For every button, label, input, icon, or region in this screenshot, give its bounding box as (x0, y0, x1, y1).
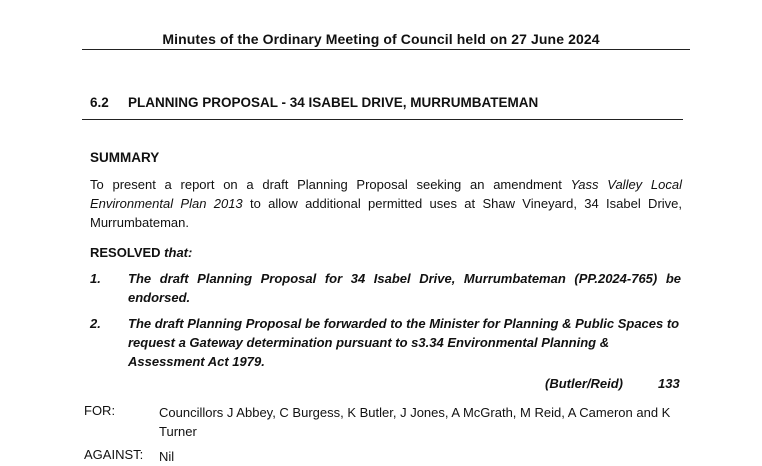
item-heading (90, 95, 538, 110)
resolved-word: RESOLVED (90, 245, 161, 260)
summary-text-end: to allow additional permitted uses at Shaw Vineyard, 34 Isabel Drive, Murrumbateman. (90, 196, 682, 230)
summary-heading: SUMMARY (90, 150, 160, 165)
resolution-item-text: The draft Planning Proposal be forwarded to the Minister for Planning & Public Spaces to request a Gateway determination pursuant to s3.34 Environmental Planning & Assessment Act 1979. (128, 316, 680, 369)
resolved-suffix: that: (160, 245, 193, 260)
resolution-item-number: 2. (90, 316, 101, 331)
resolution-item-text: The draft Planning Proposal for 34 Isabel Drive, Murrumbateman (PP.2024-765) be endorsed. (128, 271, 681, 305)
item-number: 6.2 (90, 95, 109, 110)
resolved-label (90, 245, 192, 260)
resolution-movers: (Butler/Reid) (545, 376, 623, 391)
vote-for-list: Councillors J Abbey, C Burgess, K Butler, J Jones, A McGrath, M Reid, A Cameron and K Turner (159, 405, 671, 439)
header-divider (82, 49, 690, 50)
resolution-item (90, 314, 682, 371)
vote-against-value: Nil (159, 449, 175, 464)
item-title: PLANNING PROPOSAL - 34 ISABEL DRIVE, MURRUMBATEMAN (128, 95, 539, 110)
page-header-title: Minutes of the Ordinary Meeting of Council held on 27 June 2024 (162, 31, 600, 47)
resolution-item-number: 1. (90, 271, 101, 286)
vote-against-label: AGAINST: (84, 447, 144, 462)
vote-for-label: FOR: (84, 403, 116, 418)
summary-text-start: To present a report on a draft Planning Proposal seeking an amendment (90, 177, 571, 192)
summary-plan-name: Yass Valley Local Environmental Plan 2013 (90, 177, 682, 211)
summary-paragraph (90, 175, 682, 232)
resolution-item (90, 269, 682, 307)
item-divider (82, 119, 683, 120)
motion-number: 133 (658, 376, 680, 391)
